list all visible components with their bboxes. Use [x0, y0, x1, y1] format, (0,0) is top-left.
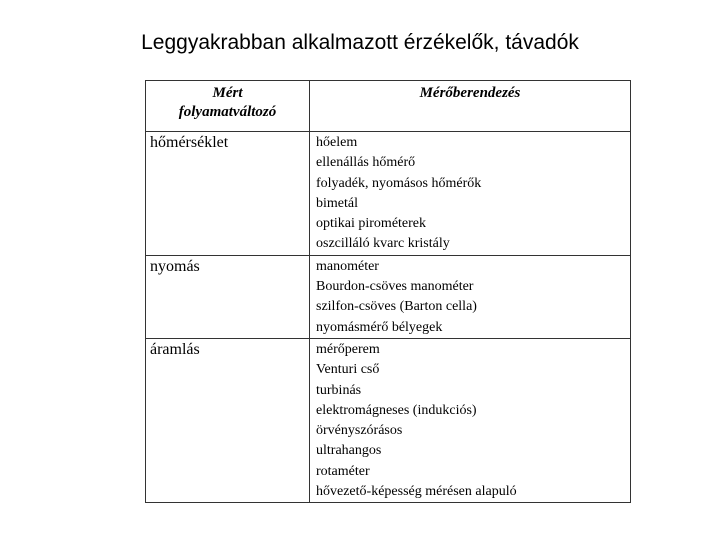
- list-item: nyomásmérő bélyegek: [316, 319, 443, 335]
- device-cell: [310, 338, 631, 502]
- header-variable-line-1: Mért: [212, 85, 243, 101]
- slide-title: Leggyakrabban alkalmazott érzékelők, távadók: [141, 31, 579, 54]
- table-row: [146, 132, 631, 256]
- list-item: szilfon-csöves (Barton cella): [316, 299, 477, 315]
- device-cell: [310, 132, 631, 256]
- list-item: elektromágneses (indukciós): [316, 402, 477, 418]
- table-row: [146, 338, 631, 502]
- header-variable-line-2: folyamatváltozó: [178, 104, 277, 120]
- variable-cell: áramlás: [146, 338, 310, 502]
- list-item: Bourdon-csöves manométer: [316, 279, 474, 295]
- list-item: bimetál: [316, 195, 358, 211]
- device-cell: [310, 255, 631, 338]
- sensor-table: [145, 80, 631, 503]
- list-item: ultrahangos: [316, 443, 382, 459]
- variable-cell: hőmérséklet: [146, 132, 310, 256]
- list-item: Venturi cső: [316, 362, 380, 378]
- list-item: oszcilláló kvarc kristály: [316, 236, 450, 252]
- list-item: hőelem: [316, 135, 358, 150]
- list-item: ellenállás hőmérő: [316, 155, 416, 171]
- list-item: turbinás: [316, 382, 362, 398]
- header-measured-variable: [146, 81, 310, 132]
- list-item: folyadék, nyomásos hőmérők: [316, 175, 482, 191]
- list-item: manométer: [316, 258, 379, 274]
- table-header-row: [146, 81, 631, 132]
- list-item: optikai pirométerek: [316, 216, 427, 232]
- variable-cell: nyomás: [146, 255, 310, 338]
- list-item: örvényszórásos: [316, 423, 403, 439]
- table-row: [146, 255, 631, 338]
- list-item: mérőperem: [316, 341, 380, 357]
- header-measuring-device: Mérőberendezés: [310, 81, 631, 132]
- list-item: hővezető-képesség mérésen alapuló: [316, 484, 517, 500]
- list-item: rotaméter: [316, 463, 370, 479]
